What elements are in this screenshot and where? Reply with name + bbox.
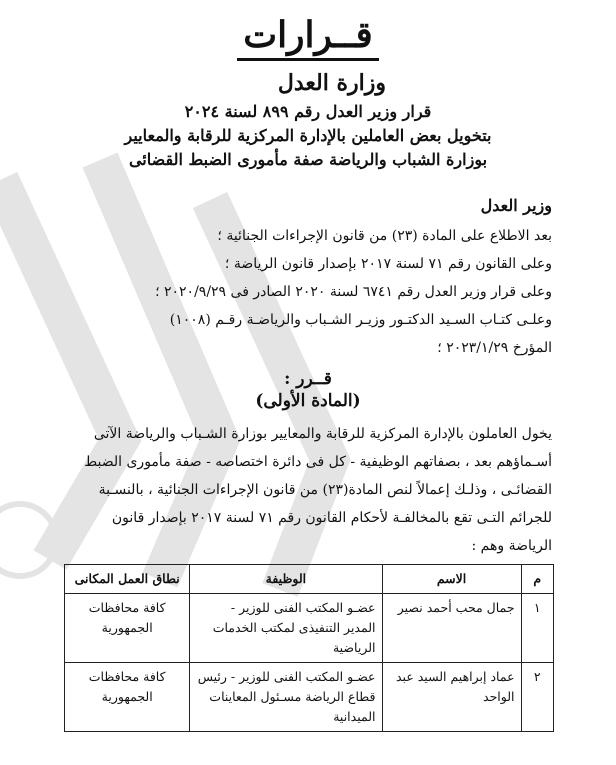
table-header-row [65, 565, 554, 594]
row-name: عماد إبراهيم السيد عبد الواحد [382, 663, 521, 732]
row-area: كافة محافظات الجمهورية [65, 594, 190, 663]
preamble-line: المؤرخ ٢٠٢٣/١/٢٩ ؛ [437, 340, 552, 356]
issuer-label: وزير العدل [480, 196, 552, 215]
article-title: (المادة الأولى) [255, 391, 361, 411]
preamble [52, 222, 552, 362]
row-num: ٢ [521, 663, 553, 732]
header-num: م [521, 565, 553, 594]
section-title: قــرارات [0, 14, 616, 61]
row-job: عضـو المكتب الفنى للوزير - المدير التنفيذى لمكتب الخدمات الرياضية [190, 594, 382, 663]
decree-subtitle [0, 124, 616, 172]
decision-heading [0, 368, 616, 412]
table-row [65, 594, 554, 663]
preamble-line: بعد الاطلاع على المادة (٢٣) من قانون الإجراءات الجنائية ؛ [217, 228, 552, 244]
row-num: ١ [521, 594, 553, 663]
row-area: كافة محافظات الجمهورية [65, 663, 190, 732]
table-row [65, 663, 554, 732]
preamble-line: وعلـى كتـاب السـيد الدكتـور وزيـر الشـباب والرياضـة رقـم (١٠٠٨) [169, 312, 552, 328]
header-job: الوظيفة [190, 565, 382, 594]
article-line: القضائـى ، وذلـك إعمالاً لنص المادة(٢٣) من قانون الإجراءات الجنائية ، بالنسـبة [98, 482, 552, 498]
preamble-line: وعلى القانون رقم ٧١ لسنة ٢٠١٧ بإصدار قانون الرياضة ؛ [224, 256, 552, 272]
row-name: جمال محب أحمد نصير [382, 594, 521, 663]
article-line: الرياضة وهم : [471, 538, 552, 554]
article-body [58, 420, 552, 560]
decided-label: قــرر : [284, 369, 332, 389]
header-name: الاسم [382, 565, 521, 594]
row-job: عضـو المكتب الفنى للوزير - رئيس قطاع الرياضة مسـئول المعاينات الميدانية [190, 663, 382, 732]
ministry-name: وزارة العدل [277, 70, 386, 96]
preamble-line: وعلى قرار وزير العدل رقم ٦٧٤١ لسنة ٢٠٢٠ الصادر فى ٢٠٢٠/٩/٢٩ ؛ [155, 284, 552, 300]
staff-table [64, 564, 554, 732]
decree-title: قرار وزير العدل رقم ٨٩٩ لسنة ٢٠٢٤ [184, 102, 432, 121]
article-line: للجرائم التـى تقع بالمخالفـة لأحكام القانون رقم ٧١ لسنة ٢٠١٧ بإصدار قانون [111, 510, 552, 526]
article-line: يخول العاملون بالإدارة المركزية للرقابة والمعايير بوزارة الشـباب والرياضة الآتى [93, 426, 552, 442]
article-line: أسـماؤهم بعد ، بصفاتهم الوظيفية - كل فى دائرة اختصاصه - صفة مأمورى الضبط [84, 454, 552, 470]
header-area: نطاق العمل المكانى [65, 565, 190, 594]
subtitle-line-2: بوزارة الشباب والرياضة صفة مأمورى الضبط القضائى [128, 150, 488, 169]
subtitle-line-1: بتخويل بعض العاملين بالإدارة المركزية للرقابة والمعايير [124, 126, 492, 145]
